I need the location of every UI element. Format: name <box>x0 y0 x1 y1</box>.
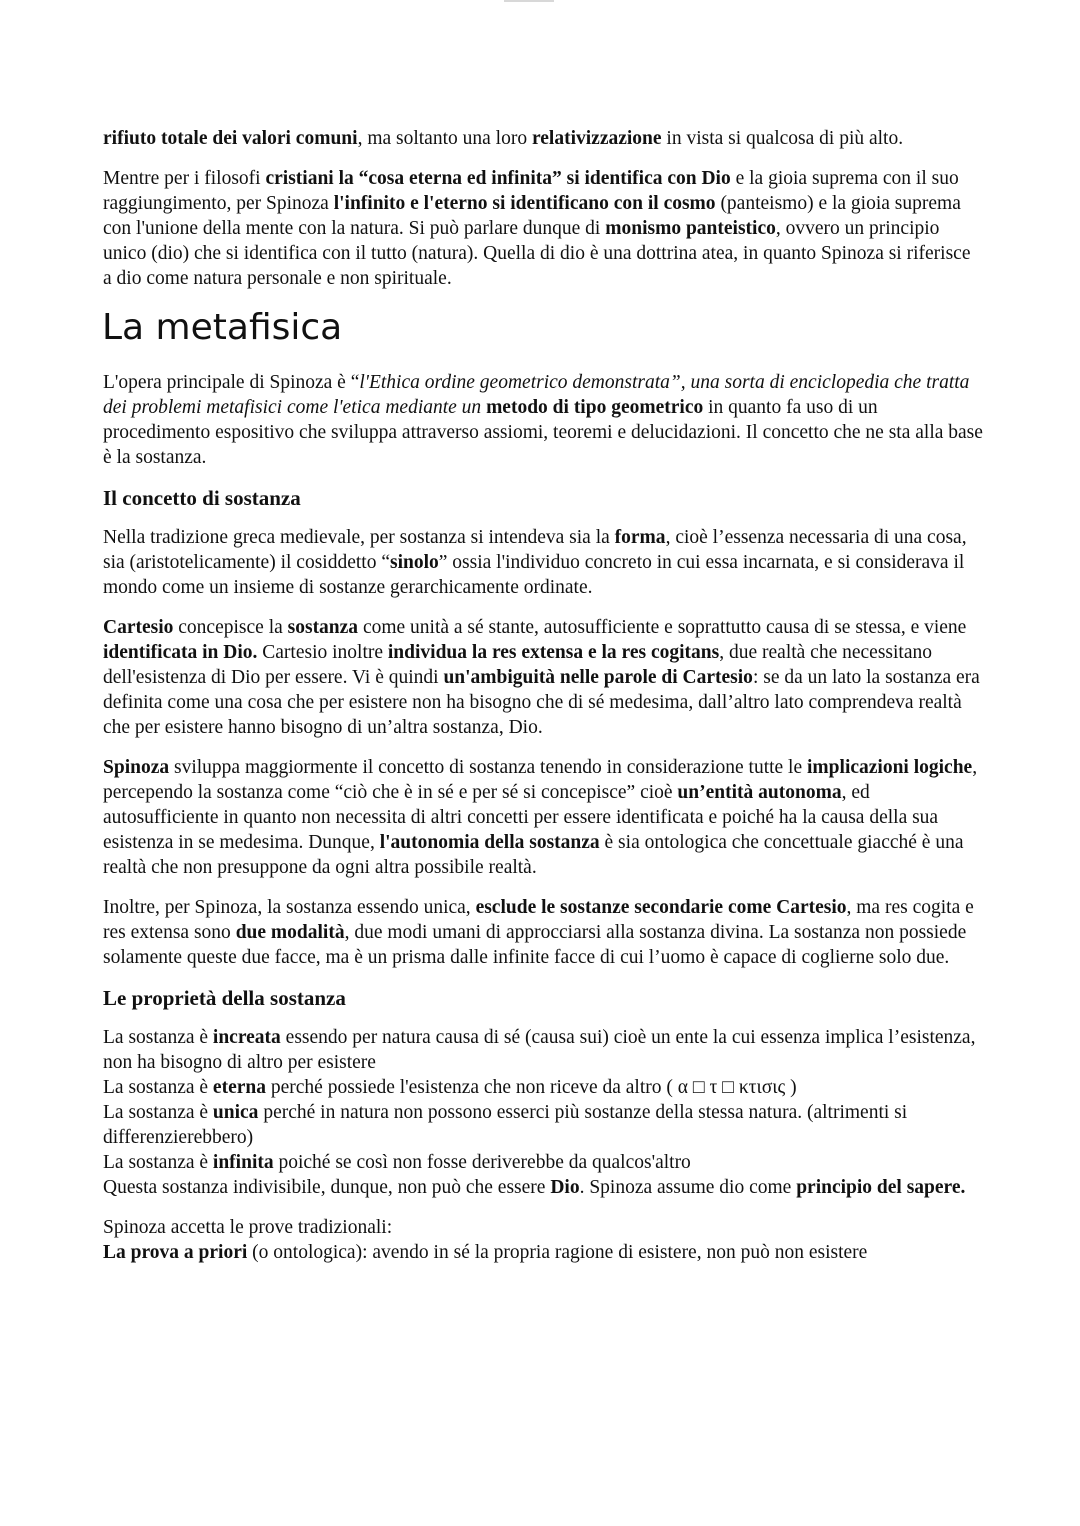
metafisica-paragraph-1: L'opera principale di Spinoza è “l'Ethica ordine geometrico demonstrata”, una sorta di enciclopedia che tratta dei problemi metafisici come l'etica mediante un metodo di tipo geometrico in quanto fa uso di un procedimento espositivo che sviluppa attraverso assiomi, teoremi e delucidazioni. Il concetto che ne sta alla base è la sostanza. <box>103 372 983 468</box>
proprieta-dio: Questa sostanza indivisibile, dunque, non può che essere Dio. Spinoza assume dio come principio del sapere. <box>103 1177 966 1198</box>
intro-paragraph-1: rifiuto totale dei valori comuni, ma soltanto una loro relativizzazione in vista si qualcosa di più alto. <box>103 128 904 149</box>
proprieta-infinita: La sostanza è infinita poiché se così non fosse deriverebbe da qualcos'altro <box>103 1152 691 1173</box>
page-content <box>103 126 983 1265</box>
proprieta-increata: La sostanza è increata essendo per natura causa di sé (causa sui) cioè un ente la cui essenza implica l’esistenza, non ha bisogno di altro per esistere <box>103 1027 976 1073</box>
sostanza-paragraph-1: Nella tradizione greca medievale, per sostanza si intendeva sia la forma, cioè l’essenza necessaria di una cosa, sia (aristotelicamente) il cosiddetto “sinolo” ossia l'individuo concreto in cui essa incarnata, e si considerava il mondo come un insieme di sostanze gerarchicamente ordinate. <box>103 527 967 598</box>
subheading-proprieta-sostanza: Le proprietà della sostanza <box>103 986 346 1010</box>
sostanza-paragraph-3: Spinoza sviluppa maggiormente il concetto di sostanza tenendo in considerazione tutte le implicazioni logiche, percependo la sostanza come “ciò che è in sé e per sé si concepisce” cioè un’entità autonoma, ed autosufficiente in quanto non necessita di altri concetti per essere identificata e poiché ha la causa della sua esistenza in se medesima. Dunque, l'autonomia della sostanza è sia ontologica che concettuale giacché è una realtà che non presuppone da ogni altra possibile realtà. <box>103 757 978 878</box>
sostanza-paragraph-2: Cartesio concepisce la sostanza come unità a sé stante, autosufficiente e soprattutto causa di se stessa, e viene identificata in Dio. Cartesio inoltre individua la res extensa e la res cogitans, due realtà che necessitano dell'esistenza di Dio per essere. Vi è quindi un'ambiguità nelle parole di Cartesio: se da un lato la sostanza era definita come una cosa che per esistere non ha bisogno che di sé medesima, dall’altro lato comprendeva realtà che per esistere hanno bisogno di un’altra sostanza, Dio. <box>103 617 980 738</box>
top-edge-mark <box>504 0 554 2</box>
section-heading-metafisica: La metafisica <box>102 307 343 348</box>
prova-a-priori: La prova a priori (o ontologica): avendo in sé la propria ragione di esistere, non può non esistere <box>103 1242 868 1263</box>
proprieta-unica: La sostanza è unica perché in natura non possono esserci più sostanze della stessa natura. (altrimenti si differenzierebbero) <box>103 1102 908 1148</box>
proprieta-eterna: La sostanza è eterna perché possiede l'esistenza che non riceve da altro ( α □ τ □ κτισις ) <box>103 1077 797 1098</box>
intro-paragraph-2: Mentre per i filosofi cristiani la “cosa eterna ed infinita” si identifica con Dio e la gioia suprema con il suo raggiungimento, per Spinoza l'infinito e l'eterno si identificano con il cosmo (panteismo) e la gioia suprema con l'unione della mente con la natura. Si può parlare dunque di monismo panteistico, ovvero un principio unico (dio) che si identifica con il tutto (natura). Quella di dio è una dottrina atea, in quanto Spinoza si riferisce a dio come natura personale e non spirituale. <box>103 168 971 289</box>
subheading-concetto-sostanza: Il concetto di sostanza <box>103 486 301 510</box>
sostanza-paragraph-4: Inoltre, per Spinoza, la sostanza essendo unica, esclude le sostanze secondarie come Cartesio, ma res cogita e res extensa sono due modalità, due modi umani di approcciarsi alla sostanza divina. La sostanza non possiede solamente queste due facce, ma è un prisma dalle infinite facce di cui l’uomo è capace di coglierne solo due. <box>103 897 974 968</box>
prove-intro: Spinoza accetta le prove tradizionali: <box>103 1217 393 1238</box>
